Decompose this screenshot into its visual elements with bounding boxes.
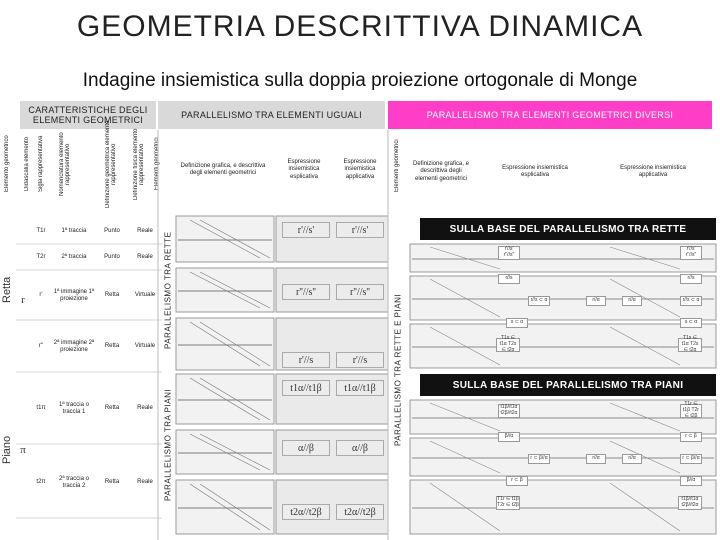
page-subtitle: Indagine insiemistica sulla doppia proiezione ortogonale di Monge [82, 70, 638, 91]
row-fisica: Virtuale [134, 343, 156, 350]
diverse-parallelism-header: PARALLELISMO TRA ELEMENTI GEOMETRICI DIVERSI [388, 101, 712, 129]
tags_piani-tag: β//α [680, 476, 702, 486]
tags_piani-tag: T1r ∈ t1β T2r ∈ t2β [680, 404, 702, 418]
col-elementi-geom-2: Elementi geometrici [394, 139, 400, 193]
expression-applicativa: r'//s' [336, 222, 384, 238]
tags_piani-tag: T1r ∈ t1β T2r ∈ t2β [497, 496, 519, 508]
expression-applicativa: r'//s [336, 352, 384, 368]
row-geom: Retta [104, 292, 120, 299]
tags_piani-tag: r//α [586, 454, 606, 464]
tags_piani-tag: β//α [498, 432, 520, 442]
retta-symbol: r [21, 294, 25, 306]
row-nome: 1ª traccia [61, 228, 87, 235]
row-geom: Retta [104, 343, 120, 350]
col-definizione-fisica: Definizione fisica elemento rappresentativo [133, 128, 145, 200]
characteristics-header: CARATTERISTICHE DEGLI ELEMENTI GEOMETRICI [20, 101, 156, 129]
col-def-grafica-1: Definizione grafica, e descrittiva degli elementi geometrici [180, 162, 266, 176]
diverse-panel [410, 244, 716, 272]
expression-esplicativa: t2α//t2β [282, 504, 330, 520]
tags_rette-tag: r'//s' r''//s'' [680, 246, 702, 260]
tags_rette-tag: r//s ⊂ α [528, 296, 550, 306]
row-nome: 1ª traccia o traccia 1 [59, 401, 89, 415]
tags_piani-tag: r ⊂ β [506, 476, 528, 486]
row-nome: 2ª traccia [61, 254, 87, 261]
tags_piani-tag: r ⊂ β//α [528, 454, 550, 464]
row-sigla: r'' [38, 343, 44, 350]
band-rette: PARALLELISMO TRA RETTE [163, 231, 173, 349]
col-espr-esplicativa-1: Espressione insiemistica esplicativa [287, 158, 321, 180]
col-def-grafica-2: Definizione grafica, e descrittiva degli elementi geometrici [412, 160, 470, 182]
row-fisica: Virtuale [134, 292, 156, 299]
col-nomenclatura: Nomenclatura elemento rappresentativo [59, 132, 71, 196]
row-fisica: Reale [137, 254, 153, 261]
tags_rette-tag: r//s [680, 274, 702, 284]
row-fisica: Reale [137, 405, 153, 412]
row-nome: 2ª traccia o traccia 2 [59, 475, 89, 489]
bar-piani: SULLA BASE DEL PARALLELISMO TRA PIANI [420, 374, 716, 396]
tags_rette-tag: r//s ⊂ α [680, 296, 702, 306]
tags_rette-tag: r//α [586, 296, 606, 306]
col-sigla: Sigla rappresentativa [38, 135, 44, 193]
expression-esplicativa: r''//s'' [282, 284, 330, 300]
diverse-panel [410, 276, 716, 320]
row-sigla: T2r [36, 254, 46, 261]
col-espr-applicativa-1: Espressione insiemistica applicativa [343, 158, 377, 180]
row-fisica: Reale [137, 479, 153, 486]
tags_rette-tag: s ⊂ α [680, 318, 702, 328]
diverse-panel [410, 400, 716, 434]
expression-applicativa: r''//s'' [336, 284, 384, 300]
tags_rette-tag: T1s ∈ t1α T2s ∈ t2α [678, 338, 702, 352]
tags_piani-tag: t1β//t1α t2β//t2α [498, 404, 520, 418]
tags_piani-tag: r//α [622, 454, 642, 464]
band-piani: PARALLELISMO TRA PIANI [163, 388, 173, 502]
row-sigla: t2π [36, 479, 46, 486]
expression-esplicativa: t1α//t1β [282, 380, 330, 396]
row-nome: 2ª immagine 2ª proiezione [53, 339, 95, 353]
expression-applicativa: α//β [336, 440, 384, 456]
tags_rette-tag: r//s [498, 274, 520, 284]
expression-esplicativa: α//β [282, 440, 330, 456]
diverse-panel [410, 438, 716, 476]
equal-parallelism-header: PARALLELISMO TRA ELEMENTI UGUALI [158, 101, 385, 129]
col-didascalia: Didascalia elemento [24, 136, 30, 192]
expression-esplicativa: r'//s [282, 352, 330, 368]
row-fisica: Reale [137, 228, 153, 235]
piano-side-label: Piano [1, 435, 13, 465]
row-geom: Punto [104, 228, 120, 235]
col-espr-applicativa-2: Espressione insiemistica applicativa [620, 164, 686, 178]
retta-side-label: Retta [1, 276, 13, 304]
band-rette-piani: PARALLELISMO TRA RETTE E PIANI [393, 293, 403, 447]
page-title: GEOMETRIA DESCRITTIVA DINAMICA [76, 10, 644, 43]
col-espr-esplicativa-2: Espressione insiemistica esplicativa [502, 164, 568, 178]
tags_piani-tag: r ⊂ β [680, 432, 702, 442]
piano-symbol: π [20, 444, 26, 456]
row-sigla: t1π [36, 405, 46, 412]
row-nome: 1ª immagine 1ª proiezione [53, 288, 95, 302]
expression-applicativa: t2α//t2β [336, 504, 384, 520]
tags_piani-tag: r ⊂ β//α [680, 454, 702, 464]
bar-rette: SULLA BASE DEL PARALLELISMO TRA RETTE [420, 218, 716, 240]
expression-applicativa: t1α//t1β [336, 380, 384, 396]
tags_piani-tag: t1β//t1α t2β//t2α [678, 496, 702, 510]
col-elemento: Elemento geometrico [4, 135, 10, 193]
diverse-panel [410, 324, 716, 368]
tags_rette-tag: s ⊂ α [506, 318, 528, 328]
row-sigla: r' [39, 292, 43, 299]
tags_rette-tag: T1s ∈ t1α T2s ∈ t2α [496, 338, 520, 352]
tags_rette-tag: r'//s' r''//s'' [498, 246, 520, 260]
col-elementi-geom-1: Elementi geometrici [154, 137, 160, 191]
expression-esplicativa: r'//s' [282, 222, 330, 238]
col-definizione-geom: Definizione geometrica elemento rappresentativo [105, 120, 117, 208]
row-geom: Retta [104, 405, 120, 412]
tags_rette-tag: r//α [622, 296, 642, 306]
diverse-panel [410, 480, 716, 534]
row-geom: Punto [104, 254, 120, 261]
row-sigla: T1r [36, 228, 46, 235]
row-geom: Retta [104, 479, 120, 486]
